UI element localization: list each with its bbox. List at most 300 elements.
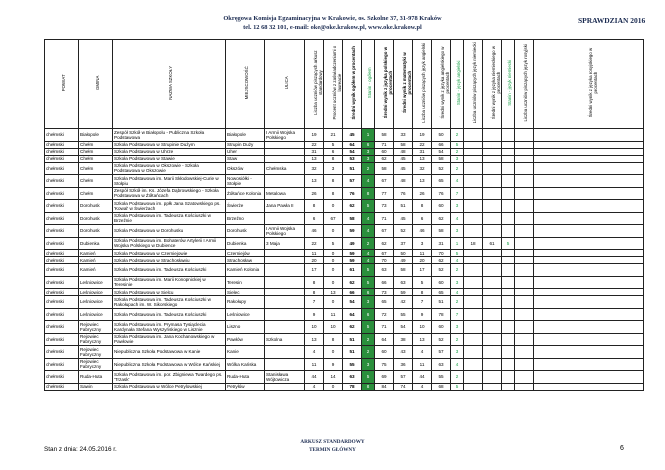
- table-cell: Dubienka: [226, 237, 265, 250]
- table-cell: 4: [305, 346, 324, 359]
- column-header-label: POWIAT: [60, 74, 66, 92]
- table-cell: 67: [375, 225, 394, 238]
- table-cell: Szkoła Podstawowa im. por. Zbigniewa Twardego ps. 'Trzask': [113, 371, 226, 384]
- table-cell: [483, 129, 502, 142]
- table-cell: 66: [375, 276, 394, 289]
- table-cell: chełmski: [45, 155, 79, 162]
- table-cell: 8: [305, 200, 324, 213]
- table-row: [45, 289, 644, 296]
- table-cell: 8: [362, 383, 375, 390]
- table-cell: 60: [432, 200, 451, 213]
- table-cell: [502, 250, 515, 257]
- table-cell: Rakołupy: [226, 296, 265, 309]
- column-header: [534, 40, 644, 129]
- table-cell: [534, 257, 644, 264]
- table-cell: Zespół Szkół w Białopolu - Publiczna Szkoła Podstawowa: [113, 129, 226, 142]
- table-row: [45, 308, 644, 321]
- table-cell: 9: [413, 308, 432, 321]
- column-header: [226, 40, 265, 129]
- table-cell: [464, 155, 483, 162]
- table-cell: 55: [394, 308, 413, 321]
- table-cell: [515, 346, 534, 359]
- table-cell: Ruda-Huta: [226, 371, 265, 384]
- column-header: [375, 40, 394, 129]
- column-header-label: ULICA: [283, 76, 289, 90]
- table-cell: 5: [362, 321, 375, 334]
- table-cell: Chełm: [79, 162, 113, 175]
- table-cell: [464, 212, 483, 225]
- column-header: [324, 40, 343, 129]
- table-cell: 58: [394, 141, 413, 148]
- table-cell: Szkoła Podstawowa w Uhrze: [113, 148, 226, 155]
- table-cell: chełmski: [45, 276, 79, 289]
- table-cell: Brzeźno: [226, 212, 265, 225]
- table-cell: 52: [394, 225, 413, 238]
- footer-term: TERMIN GŁÓWNY: [309, 447, 356, 453]
- table-cell: 46: [305, 225, 324, 238]
- table-cell: 60: [432, 276, 451, 289]
- table-cell: [534, 225, 644, 238]
- table-cell: Szkoła Podstawowa w Strachosławiu: [113, 257, 226, 264]
- table-cell: Dubienka: [79, 237, 113, 250]
- column-header-label: Liczba uczniów piszących arkusz standardowy: [313, 50, 323, 116]
- column-header-label: GMINA: [94, 75, 100, 91]
- table-cell: 63: [343, 371, 362, 384]
- table-cell: 2: [451, 296, 464, 309]
- table-cell: [502, 333, 515, 346]
- table-cell: Dorohusk: [79, 212, 113, 225]
- table-cell: 8: [324, 187, 343, 200]
- table-cell: [502, 175, 515, 188]
- table-cell: Leśniowice: [79, 308, 113, 321]
- table-cell: 70: [375, 257, 394, 264]
- table-cell: 0: [324, 296, 343, 309]
- column-header-label: Stanin - ogółem: [367, 67, 372, 99]
- table-cell: chełmski: [45, 264, 79, 277]
- table-cell: 60: [432, 321, 451, 334]
- table-cell: 11: [305, 250, 324, 257]
- table-cell: Kanie: [226, 346, 265, 359]
- table-cell: Białopole: [79, 129, 113, 142]
- table-cell: 22: [413, 141, 432, 148]
- table-cell: 8: [413, 200, 432, 213]
- table-cell: [534, 358, 644, 371]
- table-cell: [515, 250, 534, 257]
- table-cell: 51: [394, 200, 413, 213]
- table-cell: [534, 321, 644, 334]
- table-cell: 8: [305, 289, 324, 296]
- table-row: [45, 264, 644, 277]
- table-cell: 49: [394, 257, 413, 264]
- table-cell: [464, 383, 483, 390]
- column-header: [502, 40, 515, 129]
- table-cell: 14: [324, 371, 343, 384]
- table-cell: 71: [375, 141, 394, 148]
- table-cell: [515, 129, 534, 142]
- table-cell: [464, 296, 483, 309]
- table-cell: Szkoła Podstawowa im. Tadeusza Kościuszki w Brzeźnie: [113, 212, 226, 225]
- table-row: [45, 162, 644, 175]
- column-header-label: Średni wynik z języka rosyjskiego w procentach: [587, 48, 598, 118]
- table-cell: 19: [305, 129, 324, 142]
- table-cell: 3: [413, 237, 432, 250]
- table-cell: [464, 257, 483, 264]
- table-cell: [534, 250, 644, 257]
- table-cell: 4: [362, 257, 375, 264]
- table-cell: chełmski: [45, 237, 79, 250]
- table-cell: Dorohusk: [226, 225, 265, 238]
- table-cell: 5: [362, 371, 375, 384]
- footer-sheet-type: ARKUSZ STANDARDOWY: [300, 439, 365, 445]
- table-cell: Szkoła Podstawowa im. ppłk Jana Szatowskiego ps. 'Kowal' w Świerżach: [113, 200, 226, 213]
- table-cell: [515, 276, 534, 289]
- table-cell: [534, 276, 644, 289]
- table-cell: [534, 333, 644, 346]
- table-cell: Szkoła Podstawowa w Wólce Petrylowskiej: [113, 383, 226, 390]
- table-cell: 52: [432, 264, 451, 277]
- table-cell: [515, 383, 534, 390]
- table-cell: [483, 187, 502, 200]
- table-cell: Szkolna: [265, 333, 305, 346]
- table-cell: 75: [375, 358, 394, 371]
- table-row: [45, 200, 644, 213]
- table-cell: [464, 129, 483, 142]
- table-cell: 0: [324, 346, 343, 359]
- table-cell: [515, 162, 534, 175]
- table-cell: [265, 296, 305, 309]
- table-cell: [464, 225, 483, 238]
- table-cell: Szkoła Podstawowa w Dorohusku: [113, 225, 226, 238]
- table-cell: 62: [343, 321, 362, 334]
- table-cell: 58: [375, 162, 394, 175]
- table-cell: 0: [324, 257, 343, 264]
- column-header: [394, 40, 413, 129]
- table-cell: 11: [413, 358, 432, 371]
- table-cell: 54: [432, 148, 451, 155]
- table-row: [45, 155, 644, 162]
- table-row: [45, 333, 644, 346]
- table-row: [45, 129, 644, 142]
- table-cell: chełmski: [45, 257, 79, 264]
- table-cell: 36: [394, 358, 413, 371]
- table-cell: Szkoła Podstawowa w Stawie: [113, 155, 226, 162]
- table-cell: 65: [432, 175, 451, 188]
- table-cell: 3: [451, 346, 464, 359]
- table-cell: 8: [324, 155, 343, 162]
- table-cell: 0: [324, 200, 343, 213]
- table-cell: 52: [432, 333, 451, 346]
- table-row: [45, 321, 644, 334]
- table-cell: Jana Pawła II: [265, 200, 305, 213]
- column-header-label: NAZWA SZKOŁY: [168, 66, 173, 100]
- table-cell: chełmski: [45, 200, 79, 213]
- table-cell: 4: [362, 250, 375, 257]
- table-cell: 20: [413, 257, 432, 264]
- table-cell: 48: [394, 175, 413, 188]
- table-cell: 4: [362, 212, 375, 225]
- table-cell: [265, 175, 305, 188]
- table-cell: 76: [343, 187, 362, 200]
- table-cell: chełmski: [45, 141, 79, 148]
- table-cell: chełmski: [45, 308, 79, 321]
- table-cell: [534, 187, 644, 200]
- table-cell: [265, 257, 305, 264]
- column-header: [343, 40, 362, 129]
- table-cell: 6: [305, 212, 324, 225]
- table-cell: 64: [343, 308, 362, 321]
- table-cell: 4: [362, 175, 375, 188]
- table-cell: 59: [343, 250, 362, 257]
- table-cell: [464, 333, 483, 346]
- table-cell: chełmski: [45, 321, 79, 334]
- table-cell: [534, 200, 644, 213]
- table-cell: [502, 308, 515, 321]
- table-cell: 5: [362, 200, 375, 213]
- table-cell: [515, 257, 534, 264]
- table-cell: [483, 155, 502, 162]
- table-cell: 2: [362, 237, 375, 250]
- table-cell: 3: [324, 162, 343, 175]
- table-cell: 6: [362, 308, 375, 321]
- table-cell: [515, 225, 534, 238]
- table-cell: 57: [394, 371, 413, 384]
- table-cell: [502, 148, 515, 155]
- table-cell: 6: [362, 289, 375, 296]
- table-cell: Ruda-Huta: [79, 371, 113, 384]
- table-cell: 0: [324, 250, 343, 257]
- table-cell: chełmski: [45, 371, 79, 384]
- table-cell: [515, 333, 534, 346]
- table-cell: 48: [394, 148, 413, 155]
- table-cell: 33: [394, 129, 413, 142]
- table-cell: 1: [362, 129, 375, 142]
- column-header: [432, 40, 451, 129]
- table-cell: 13: [413, 333, 432, 346]
- table-cell: Szkoła Podstawowa im. Prymasa Tysiąclecia Kardynała Stefana Wyszyńskiego w Lisznie: [113, 321, 226, 334]
- table-cell: Rejowiec Fabryczny: [79, 321, 113, 334]
- table-cell: 22: [305, 237, 324, 250]
- table-row: [45, 250, 644, 257]
- table-cell: Leśniowice: [79, 296, 113, 309]
- table-cell: chełmski: [45, 333, 79, 346]
- table-cell: 3: [451, 155, 464, 162]
- table-cell: 71: [375, 321, 394, 334]
- table-cell: 3: [362, 155, 375, 162]
- table-cell: [483, 308, 502, 321]
- table-cell: 4: [451, 212, 464, 225]
- table-cell: 68: [432, 383, 451, 390]
- table-cell: [464, 141, 483, 148]
- column-header: [451, 40, 464, 129]
- table-cell: Szkoła Podstawowa w Strupinie Dużym: [113, 141, 226, 148]
- table-cell: 11: [305, 358, 324, 371]
- table-cell: [515, 148, 534, 155]
- table-cell: [483, 141, 502, 148]
- table-cell: [265, 321, 305, 334]
- table-cell: [483, 289, 502, 296]
- table-cell: Szkoła Podstawowa im. Bohaterów Artylerii I Armii Wojska Polskiego w Dubience: [113, 237, 226, 250]
- table-cell: 65: [432, 289, 451, 296]
- table-cell: 13: [324, 289, 343, 296]
- table-cell: Strupin Duży: [226, 141, 265, 148]
- table-cell: [502, 200, 515, 213]
- table-cell: Nowosiółki - Stołpie: [226, 175, 265, 188]
- table-cell: 5: [362, 276, 375, 289]
- table-cell: 71: [375, 212, 394, 225]
- table-cell: [483, 383, 502, 390]
- table-cell: 13: [413, 175, 432, 188]
- table-cell: 8: [362, 187, 375, 200]
- column-header-label: Stanin - język angielski: [456, 60, 461, 106]
- table-cell: [483, 212, 502, 225]
- table-cell: Białopole: [226, 129, 265, 142]
- table-cell: [483, 225, 502, 238]
- table-cell: 13: [305, 175, 324, 188]
- table-cell: [483, 333, 502, 346]
- table-cell: 63: [375, 264, 394, 277]
- table-cell: [534, 264, 644, 277]
- table-cell: 3: [451, 321, 464, 334]
- table-cell: [265, 308, 305, 321]
- table-cell: 6: [362, 141, 375, 148]
- table-cell: Dorohusk: [79, 225, 113, 238]
- table-row: [45, 346, 644, 359]
- table-row: [45, 257, 644, 264]
- table-cell: [483, 148, 502, 155]
- table-cell: 2: [451, 371, 464, 384]
- table-cell: Stanisława Wójtowicza: [265, 371, 305, 384]
- table-cell: [534, 383, 644, 390]
- table-cell: Kamień: [79, 250, 113, 257]
- table-cell: 54: [343, 296, 362, 309]
- column-header-label: Średni wynik ogółem w procentach: [351, 46, 356, 120]
- table-cell: [502, 383, 515, 390]
- table-cell: [265, 141, 305, 148]
- table-cell: [464, 289, 483, 296]
- column-header: [483, 40, 502, 129]
- table-cell: [483, 296, 502, 309]
- table-cell: [502, 371, 515, 384]
- table-row: [45, 212, 644, 225]
- table-cell: chełmski: [45, 346, 79, 359]
- column-header: [464, 40, 483, 129]
- table-cell: 59: [394, 289, 413, 296]
- table-cell: 67: [324, 212, 343, 225]
- table-row: [45, 237, 644, 250]
- table-cell: [483, 321, 502, 334]
- table-cell: Leśniowice: [226, 308, 265, 321]
- table-cell: Niepubliczna Szkoła Podstawowa w Kanie: [113, 346, 226, 359]
- table-cell: 0: [324, 276, 343, 289]
- table-cell: 38: [394, 333, 413, 346]
- table-cell: 62: [343, 200, 362, 213]
- table-cell: 57: [343, 175, 362, 188]
- column-header: [265, 40, 305, 129]
- table-cell: [265, 148, 305, 155]
- table-cell: [534, 371, 644, 384]
- table-cell: [502, 321, 515, 334]
- table-cell: [534, 237, 644, 250]
- table-cell: [534, 346, 644, 359]
- table-cell: [483, 200, 502, 213]
- table-header-row: [45, 40, 644, 129]
- table-cell: Żółtańce Kolonia: [226, 187, 265, 200]
- table-cell: [502, 296, 515, 309]
- table-cell: Świerże: [226, 200, 265, 213]
- table-cell: chełmski: [45, 225, 79, 238]
- table-cell: [515, 358, 534, 371]
- table-cell: Leśniowice: [79, 289, 113, 296]
- table-cell: Szkoła Podstawowa im. Tadeusza Kościuszki w Rakołupach im. W. Sikorskiego: [113, 296, 226, 309]
- table-cell: [464, 276, 483, 289]
- table-cell: chełmski: [45, 148, 79, 155]
- column-header-label: Średni wynik z języka niemieckiego w procentach: [491, 46, 501, 120]
- table-cell: 76: [432, 187, 451, 200]
- table-cell: Strachosław: [226, 257, 265, 264]
- table-cell: Chełm: [79, 141, 113, 148]
- report-date: Stan z dnia: 24.05.2016 r.: [44, 446, 117, 453]
- table-cell: 61: [343, 264, 362, 277]
- table-cell: [464, 346, 483, 359]
- table-cell: Liszno: [226, 321, 265, 334]
- table-cell: 65: [375, 296, 394, 309]
- table-cell: 0: [324, 383, 343, 390]
- table-cell: 50: [432, 129, 451, 142]
- table-cell: 60: [375, 148, 394, 155]
- table-cell: 51: [343, 162, 362, 175]
- table-cell: [534, 141, 644, 148]
- table-cell: [502, 212, 515, 225]
- column-header-label: Liczba uczniów piszących język rosyjski: [523, 44, 528, 122]
- table-cell: 5: [324, 237, 343, 250]
- table-cell: Rejowiec Fabryczny: [79, 333, 113, 346]
- table-cell: Wólka Kańska: [226, 358, 265, 371]
- table-cell: 4: [305, 383, 324, 390]
- table-cell: [265, 383, 305, 390]
- table-cell: chełmski: [45, 212, 79, 225]
- table-cell: Kamień Kolonia: [226, 264, 265, 277]
- table-cell: [515, 296, 534, 309]
- table-cell: [534, 308, 644, 321]
- table-cell: 59: [343, 257, 362, 264]
- table-cell: 4: [413, 383, 432, 390]
- table-cell: 31: [432, 237, 451, 250]
- table-cell: 9: [324, 358, 343, 371]
- table-cell: 50: [394, 250, 413, 257]
- table-cell: chełmski: [45, 250, 79, 257]
- table-cell: 11: [413, 250, 432, 257]
- table-cell: 5: [451, 141, 464, 148]
- table-cell: Rejowiec Fabryczny: [79, 358, 113, 371]
- table-cell: 69: [375, 371, 394, 384]
- table-cell: 57: [432, 346, 451, 359]
- table-cell: [464, 148, 483, 155]
- table-cell: 22: [305, 141, 324, 148]
- table-cell: 5: [451, 250, 464, 257]
- table-cell: 32: [305, 162, 324, 175]
- table-cell: [502, 187, 515, 200]
- table-cell: 43: [394, 346, 413, 359]
- table-cell: 18: [464, 237, 483, 250]
- table-row: [45, 276, 644, 289]
- table-cell: 72: [375, 308, 394, 321]
- table-cell: 4: [413, 346, 432, 359]
- table-row: [45, 371, 644, 384]
- header-contact: tel. 12 68 32 101, e-mail: oke@oke.krakow.pl, www.oke.krakow.pl: [243, 24, 422, 31]
- table-cell: [483, 264, 502, 277]
- table-row: [45, 175, 644, 188]
- table-cell: 0: [324, 225, 343, 238]
